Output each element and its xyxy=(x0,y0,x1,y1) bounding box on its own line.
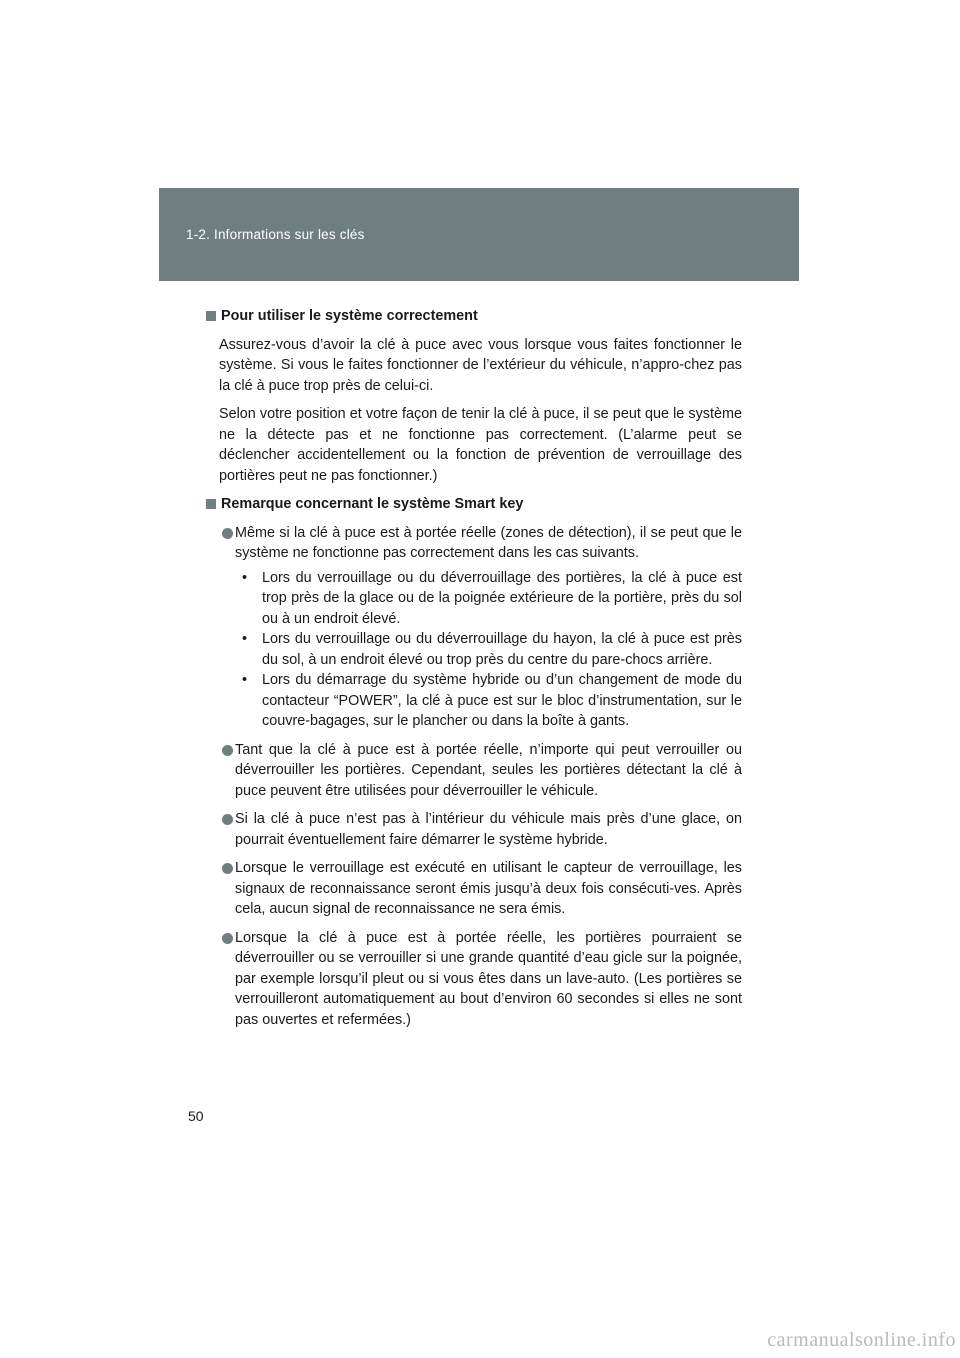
bullet-item xyxy=(221,523,742,732)
small-bullet-icon: • xyxy=(242,672,248,688)
sub-list-item xyxy=(235,629,742,670)
section-heading xyxy=(206,494,742,515)
watermark: carmanualsonline.info xyxy=(767,1329,956,1351)
sub-list-item-text: Lors du verrouillage ou du déverrouillage du hayon, la clé à puce est près du sol, à un endroit élevé ou trop près du centre du pare-chocs arrière. xyxy=(262,631,742,668)
chapter-title: 1-2. Informations sur les clés xyxy=(186,227,365,242)
chapter-header xyxy=(159,188,799,281)
bullet-text: Tant que la clé à puce est à portée réelle, n’importe qui peut verrouiller ou déverrouiller les portières. Cependant, seules les portières détectant la clé à puce peuvent être utilisées pour déverrouiller le véhicule. xyxy=(235,741,742,799)
sub-list xyxy=(235,568,742,732)
bullet-dot-icon xyxy=(222,933,233,944)
small-bullet-icon: • xyxy=(242,631,248,647)
sub-list-item xyxy=(235,568,742,630)
bullet-item xyxy=(221,858,742,920)
sub-list-item xyxy=(235,670,742,732)
bullet-item xyxy=(221,809,742,850)
bullet-dot-icon xyxy=(222,814,233,825)
square-marker-icon xyxy=(206,311,216,321)
sub-list-item-text: Lors du démarrage du système hybride ou d’un changement de mode du contacteur “POWER”, la clé à puce est sur le bloc d’instrumentation, sur le couvre-bagages, sur le plancher ou dans la boîte à gants. xyxy=(262,672,742,729)
section-heading xyxy=(206,306,742,327)
bullet-text: Lorsque le verrouillage est exécuté en utilisant le capteur de verrouillage, les signaux de reconnaissance seront émis jusqu’à deux fois consécuti-ves. Après cela, aucun signal de reconnaissance ne sera émis. xyxy=(235,860,742,917)
section-heading-text: Pour utiliser le système correctement xyxy=(221,308,478,324)
section-heading-text: Remarque concernant le système Smart key xyxy=(221,496,524,512)
bullet-text: Même si la clé à puce est à portée réelle (zones de détection), il se peut que le système ne fonctionne pas correctement dans les cas suivants. xyxy=(235,524,742,561)
bullet-dot-icon xyxy=(222,863,233,874)
bullet-text: Lorsque la clé à puce est à portée réelle, les portières pourraient se déverrouiller ou se verrouiller si une grande quantité d’eau gicle sur la poignée, par exemple lorsqu’il pleut ou si vous êtes dans un lave-auto. (Les portières se verrouilleront automatiquement au bout d’environ 60 secondes si elles ne sont pas ouvertes et refermées.) xyxy=(235,929,742,1028)
square-marker-icon xyxy=(206,499,216,509)
page-number: 50 xyxy=(188,1108,204,1124)
page-content xyxy=(206,306,742,1038)
bullet-dot-icon xyxy=(222,528,233,539)
bullet-text: Si la clé à puce n’est pas à l’intérieur du véhicule mais près d’une glace, on pourrait éventuellement faire démarrer le système hybride. xyxy=(235,811,742,848)
bullet-item xyxy=(221,740,742,802)
paragraph: Selon votre position et votre façon de tenir la clé à puce, il se peut que le système ne la détecte pas et ne fonctionne pas correctement. (L’alarme peut se déclencher accidentellement ou la fonction de prévention de verrouillage des portières peut ne pas fonctionner.) xyxy=(219,406,742,484)
sub-list-item-text: Lors du verrouillage ou du déverrouillage des portières, la clé à puce est trop près de la glace ou de la poignée extérieure de la portière, près du sol ou à un endroit élevé. xyxy=(262,569,742,627)
bullet-dot-icon xyxy=(222,745,233,756)
paragraph: Assurez-vous d’avoir la clé à puce avec vous lorsque vous faites fonctionner le système. Si vous le faites fonctionner de l’extérieur du véhicule, n’appro-chez pas la clé à puce trop près de celui-ci. xyxy=(219,336,742,394)
bullet-item xyxy=(221,928,742,1031)
small-bullet-icon: • xyxy=(242,569,248,586)
